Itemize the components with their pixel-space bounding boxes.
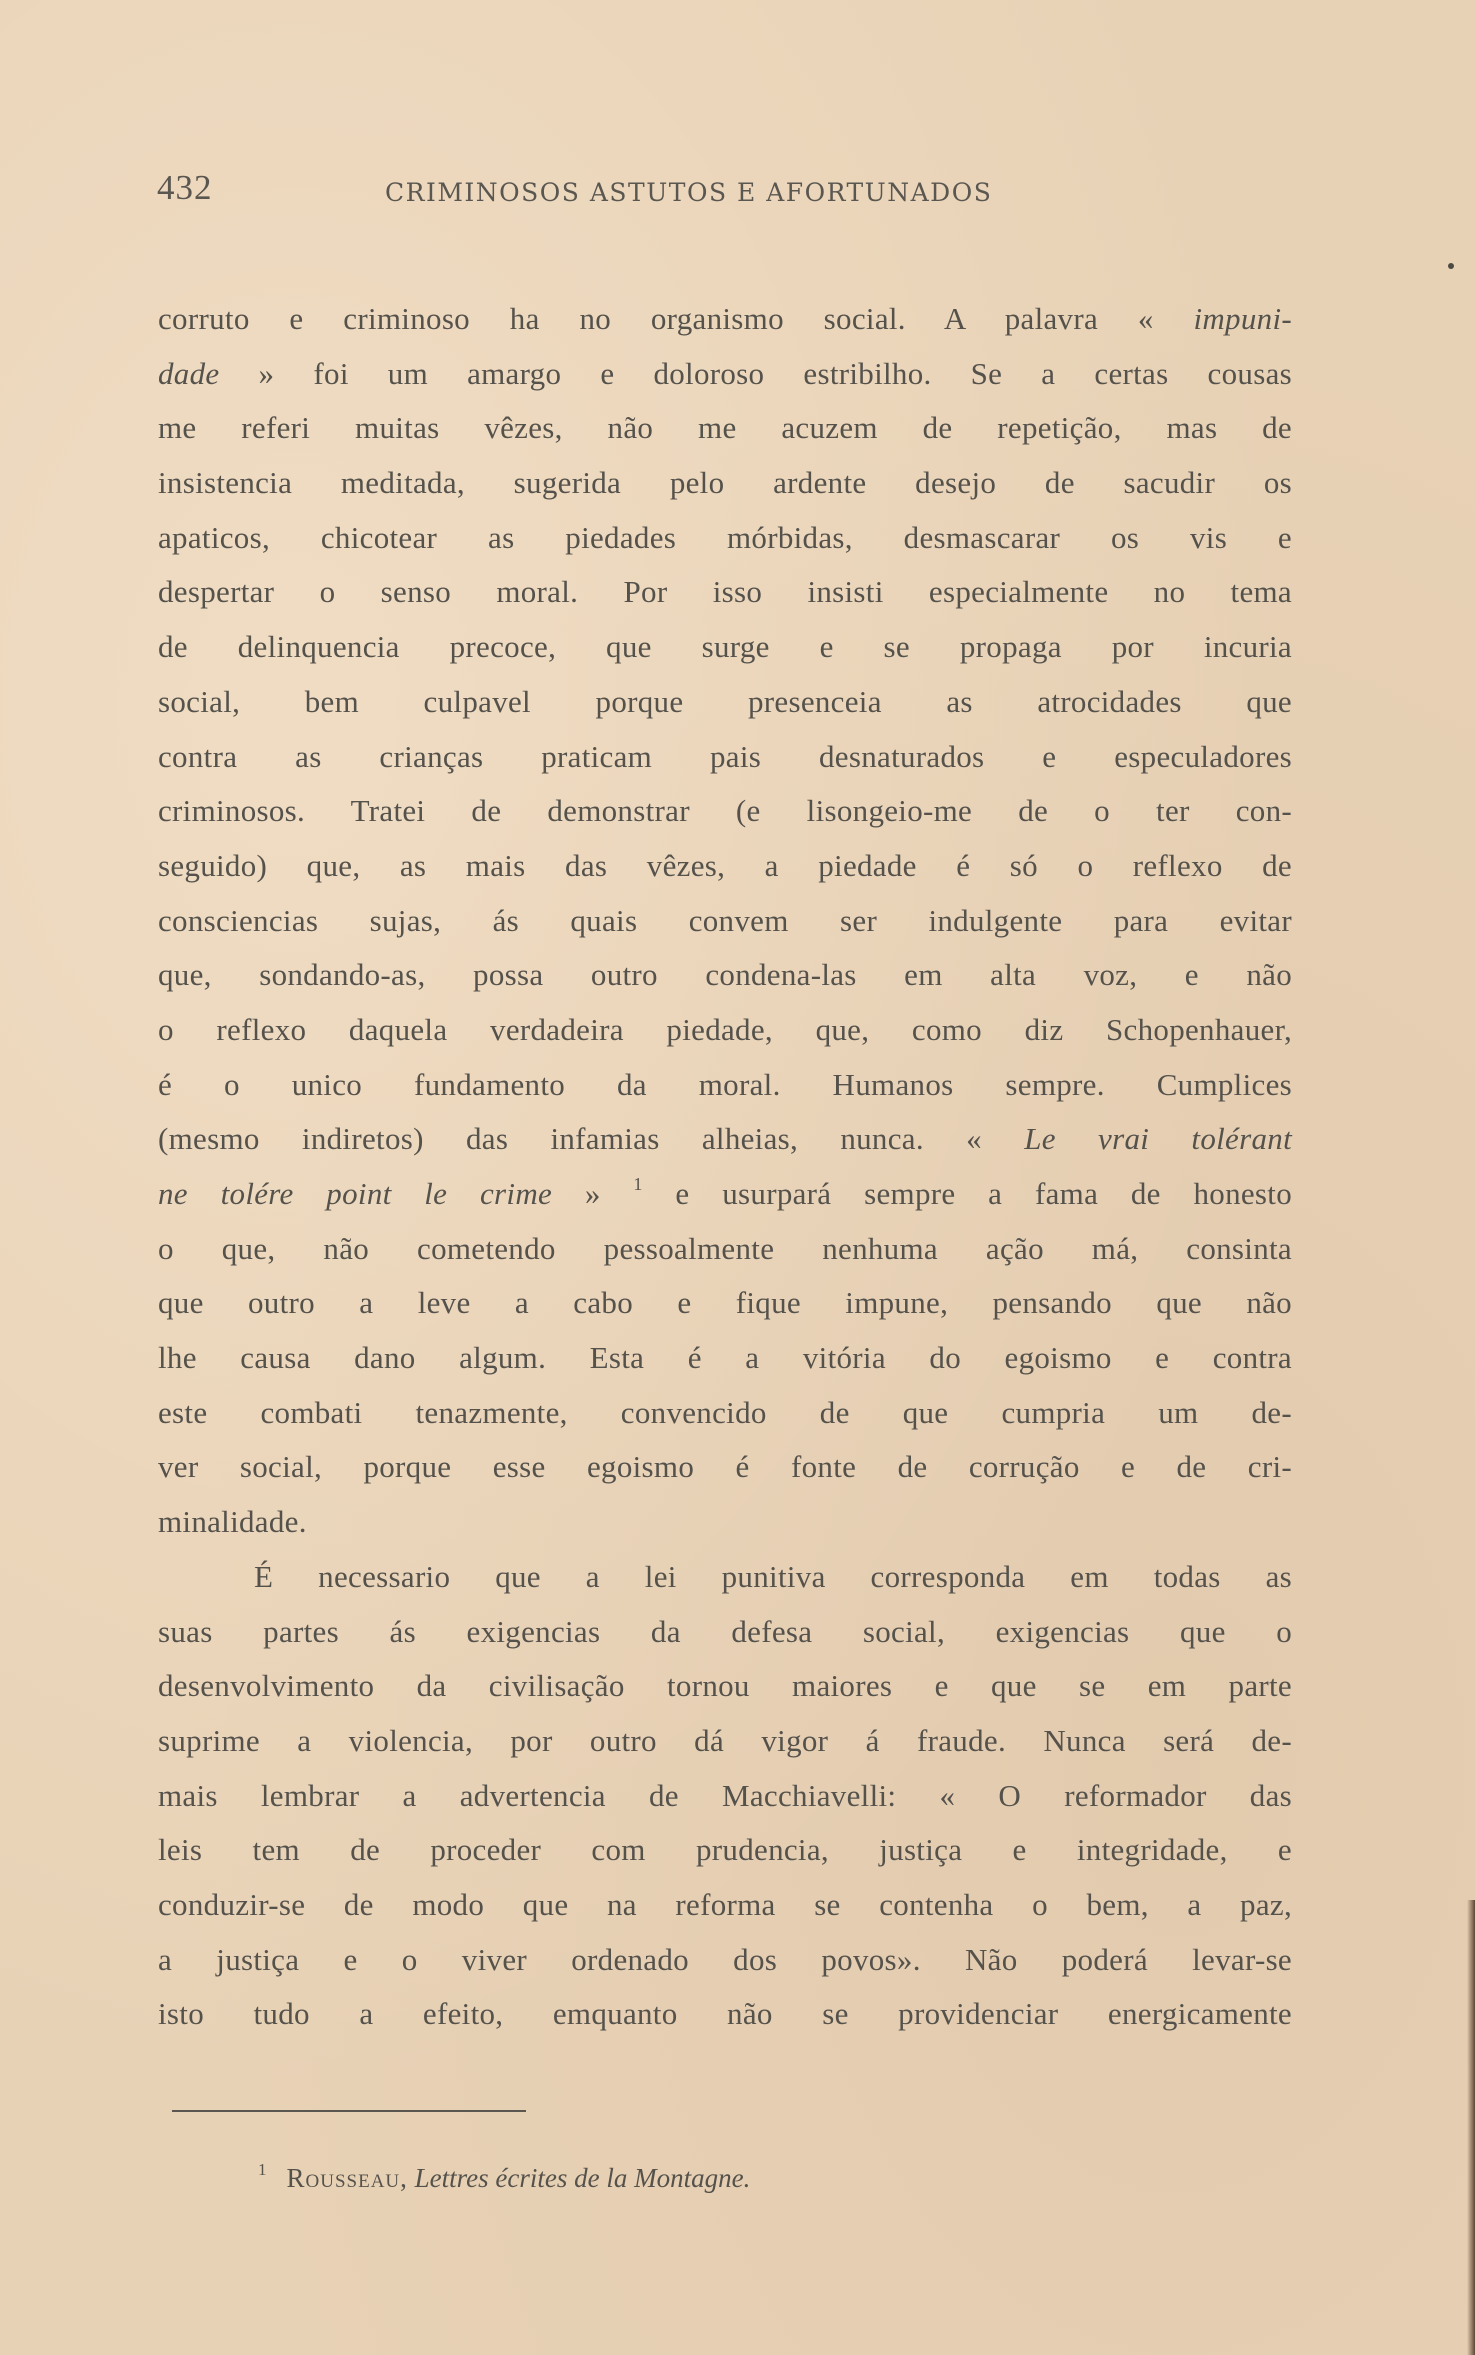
page-header bbox=[157, 168, 1157, 212]
text-run: lhe causa dano algum. Esta é a vitória do egoismo e contra bbox=[158, 1340, 1292, 1376]
text-run: corruto e criminoso ha no organismo social. A palavra « bbox=[158, 301, 1194, 336]
text-run: minalidade. bbox=[158, 1504, 307, 1540]
text-run: » bbox=[552, 1176, 634, 1211]
text-run: desenvolvimento da civilisação tornou maiores e que se em parte bbox=[158, 1668, 1292, 1704]
text-line bbox=[158, 1331, 1292, 1386]
text-run: este combati tenazmente, convencido de que cumpria um de- bbox=[158, 1394, 1292, 1430]
text-line bbox=[158, 1878, 1292, 1933]
text-line bbox=[158, 620, 1292, 675]
footnote-separator bbox=[172, 2110, 526, 2112]
footnote-title: Lettres écrites de la Montagne. bbox=[414, 2163, 751, 2193]
text-line bbox=[158, 839, 1292, 894]
text-line bbox=[158, 675, 1292, 730]
footnote-mark: 1 bbox=[258, 2160, 267, 2179]
text-run: insistencia meditada, sugerida pelo ardente desejo de sacudir os bbox=[158, 465, 1292, 501]
text-run: o reflexo daquela verdadeira piedade, que, como diz Schopenhauer, bbox=[158, 1011, 1292, 1047]
text-run: de delinquencia precoce, que surge e se propaga por incuria bbox=[158, 629, 1292, 665]
text-run: despertar o senso moral. Por isso insisti especialmente no tema bbox=[158, 574, 1292, 610]
italic-run: ne tolére point le crime bbox=[158, 1176, 553, 1211]
text-line bbox=[158, 1769, 1292, 1824]
text-run: suas partes ás exigencias da defesa social, exigencias que o bbox=[158, 1613, 1292, 1649]
text-line bbox=[158, 1987, 1292, 2042]
text-line bbox=[158, 1276, 1292, 1331]
text-line bbox=[158, 1440, 1292, 1495]
text-run: que, sondando-as, possa outro condena-las em alta voz, e não bbox=[158, 957, 1292, 993]
text-run: criminosos. Tratei de demonstrar (e lisongeio-me de o ter con- bbox=[158, 793, 1292, 829]
text-line bbox=[158, 948, 1292, 1003]
text-line bbox=[158, 1167, 1292, 1222]
text-run: É necessario que a lei punitiva corresponda em todas as bbox=[254, 1558, 1292, 1594]
text-run: suprime a violencia, por outro dá vigor á fraude. Nunca será de- bbox=[158, 1722, 1292, 1758]
text-line bbox=[158, 784, 1292, 839]
text-line bbox=[158, 511, 1292, 566]
ink-speck bbox=[1448, 263, 1454, 269]
text-line bbox=[158, 1003, 1292, 1058]
text-line bbox=[158, 1659, 1292, 1714]
page-number: 432 bbox=[157, 168, 213, 207]
text-run: consciencias sujas, ás quais convem ser indulgente para evitar bbox=[158, 902, 1292, 938]
text-line bbox=[158, 292, 1292, 347]
italic-run: Le vrai tolérant bbox=[1024, 1121, 1292, 1157]
text-run: » foi um amargo e doloroso estribilho. Se a certas cousas bbox=[219, 355, 1292, 391]
text-run: conduzir-se de modo que na reforma se contenha o bem, a paz, bbox=[158, 1886, 1292, 1922]
body-text bbox=[158, 292, 1292, 2042]
text-line bbox=[158, 1714, 1292, 1769]
footnote bbox=[258, 2160, 750, 2194]
text-line bbox=[158, 1933, 1292, 1988]
text-run: o que, não cometendo pessoalmente nenhuma ação má, consinta bbox=[158, 1230, 1292, 1266]
text-line bbox=[158, 1823, 1292, 1878]
text-line bbox=[158, 401, 1292, 456]
text-run: leis tem de proceder com prudencia, justiça e integridade, e bbox=[158, 1832, 1292, 1868]
text-line bbox=[158, 565, 1292, 620]
page-edge-shadow bbox=[1467, 1900, 1475, 2355]
text-line bbox=[158, 730, 1292, 785]
text-run: é o unico fundamento da moral. Humanos sempre. Cumplices bbox=[158, 1066, 1292, 1102]
text-line bbox=[158, 1222, 1292, 1277]
text-run: que outro a leve a cabo e fique impune, pensando que não bbox=[158, 1285, 1292, 1321]
text-run: contra as crianças praticam pais desnaturados e especuladores bbox=[158, 738, 1292, 774]
italic-run: dade bbox=[158, 355, 220, 391]
text-line bbox=[158, 1386, 1292, 1441]
text-run: isto tudo a efeito, emquanto não se providenciar energicamente bbox=[158, 1996, 1292, 2032]
text-line bbox=[158, 1550, 1292, 1605]
text-line bbox=[158, 456, 1292, 511]
text-run: e usurpará sempre a fama de honesto bbox=[642, 1176, 1293, 1211]
text-line bbox=[158, 1495, 1292, 1550]
text-run: apaticos, chicotear as piedades mórbidas, desmascarar os vis e bbox=[158, 519, 1292, 555]
text-line bbox=[158, 1605, 1292, 1660]
text-line bbox=[158, 347, 1292, 402]
text-line bbox=[158, 894, 1292, 949]
text-run: ver social, porque esse egoismo é fonte de corrução e de cri- bbox=[158, 1449, 1292, 1485]
italic-run: impuni- bbox=[1193, 301, 1292, 336]
footnote-author: Rousseau, bbox=[286, 2163, 408, 2193]
text-run: mais lembrar a advertencia de Macchiavelli: « O reformador das bbox=[158, 1777, 1292, 1813]
running-title: CRIMINOSOS ASTUTOS E AFORTUNADOS bbox=[385, 178, 993, 207]
text-run: a justiça e o viver ordenado dos povos». Não poderá levar-se bbox=[158, 1941, 1292, 1977]
text-run: seguido) que, as mais das vêzes, a piedade é só o reflexo de bbox=[158, 847, 1292, 883]
text-run: me referi muitas vêzes, não me acuzem de repetição, mas de bbox=[158, 410, 1292, 446]
text-run: (mesmo indiretos) das infamias alheias, nunca. « bbox=[158, 1121, 1025, 1157]
text-line bbox=[158, 1112, 1292, 1167]
text-line bbox=[158, 1058, 1292, 1113]
footnote-reference[interactable]: 1 bbox=[633, 1174, 643, 1194]
text-run: social, bem culpavel porque presenceia as atrocidades que bbox=[158, 683, 1292, 719]
